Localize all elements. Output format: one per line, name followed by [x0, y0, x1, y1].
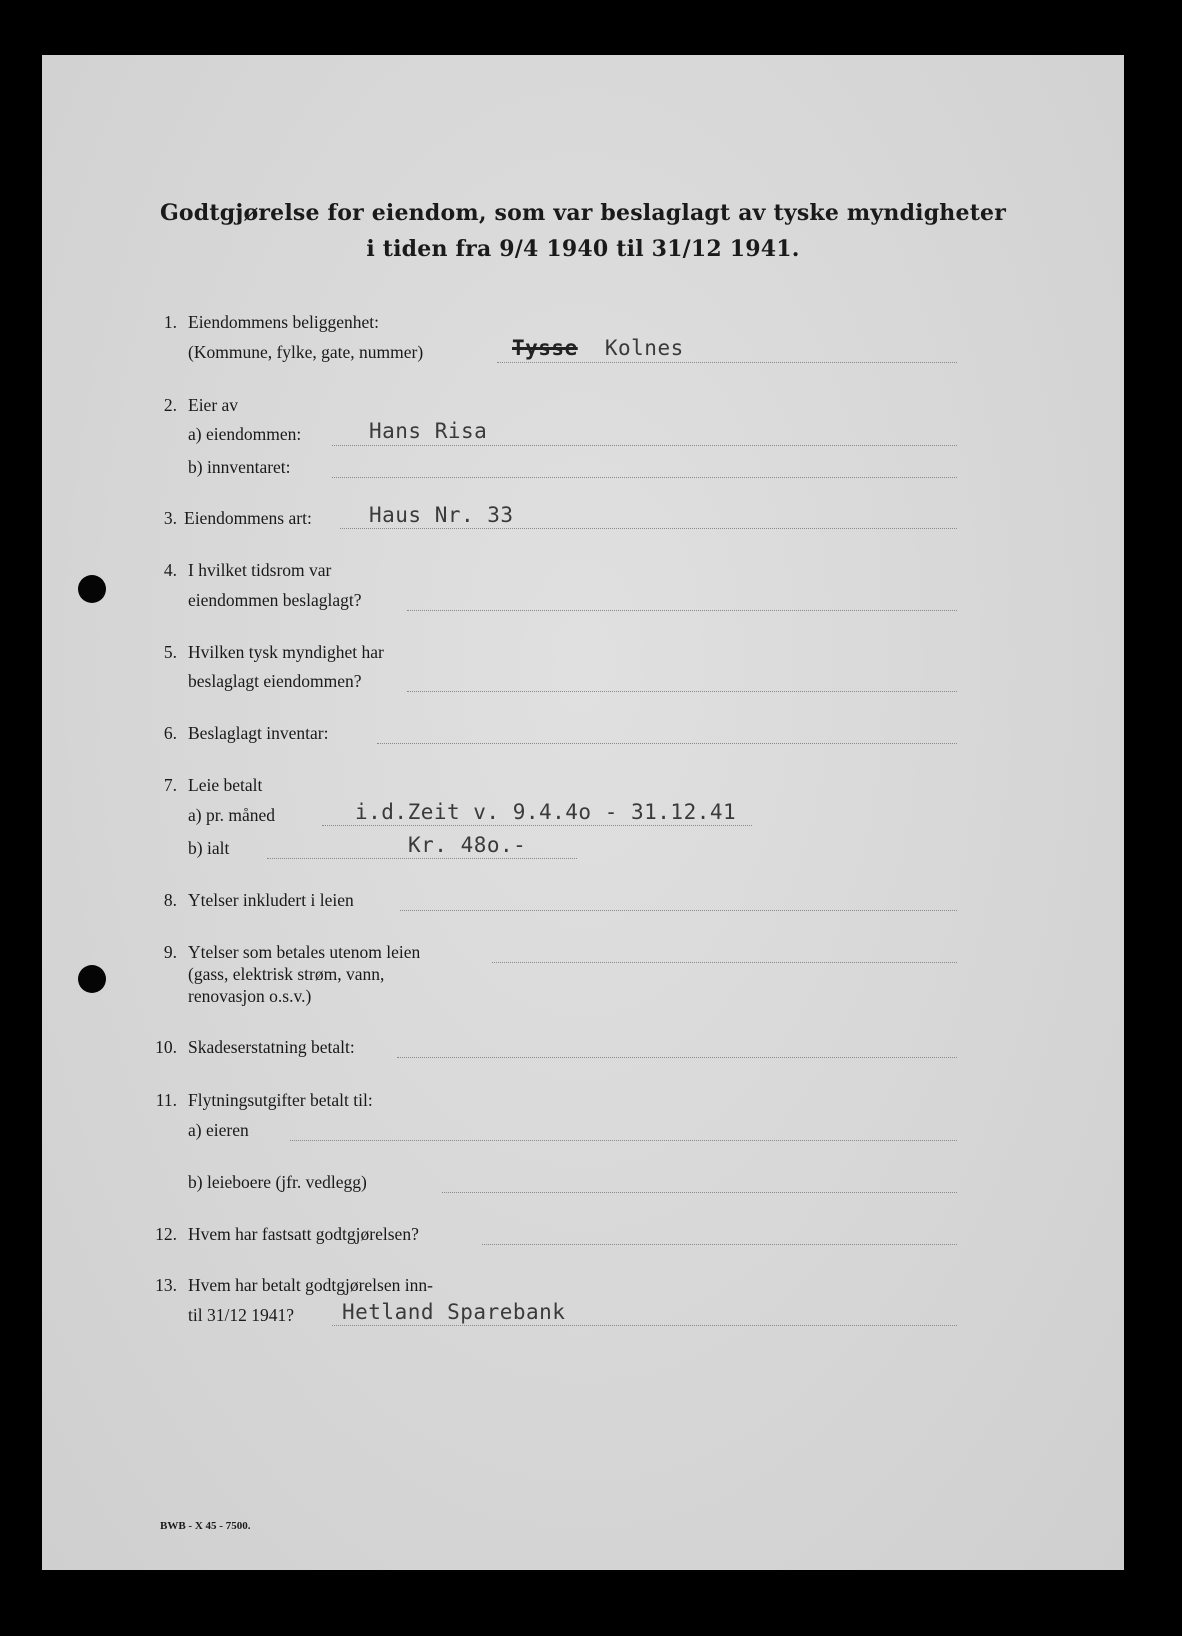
item-label: eiendommen beslaglagt? [188, 590, 362, 610]
item-number: 11. [155, 1090, 177, 1110]
item-number: 3. [163, 508, 177, 528]
form-sheet [42, 55, 1124, 1570]
item-number: 5. [163, 642, 177, 662]
item-label: (gass, elektrisk strøm, vann, [188, 964, 385, 984]
punch-hole-top [78, 575, 106, 603]
punch-hole-bottom [78, 965, 106, 993]
fill-line-moving-tenants[interactable] [442, 1170, 957, 1193]
item-label: I hvilket tidsrom var [188, 560, 332, 580]
item-number: 8. [163, 890, 177, 910]
item-label: a) pr. måned [188, 805, 275, 825]
item-number: 13. [155, 1275, 177, 1295]
item-number: 2. [163, 395, 177, 415]
location-text: Kolnes [604, 336, 684, 360]
property-type-value: Haus Nr. 33 [369, 503, 514, 527]
item-label: renovasjon o.s.v.) [188, 986, 312, 1006]
item-label: a) eieren [188, 1120, 249, 1140]
item-label: Beslaglagt inventar: [188, 723, 329, 743]
item-label: a) eiendommen: [188, 424, 302, 444]
paid-by-value: Hetland Sparebank [342, 1300, 566, 1324]
item-number: 6. [163, 723, 177, 743]
item-number: 1. [163, 312, 177, 332]
item-label: b) ialt [188, 838, 230, 858]
fill-line-damages[interactable] [397, 1035, 957, 1058]
item-number: 10. [155, 1037, 177, 1057]
item-label: (Kommune, fylke, gate, nummer) [188, 342, 424, 362]
item-label: beslaglagt eiendommen? [188, 671, 362, 691]
title-line-1: Godtgjørelse for eiendom, som var beslaglagt av tyske myndigheter [159, 200, 1007, 226]
item-label: Flytningsutgifter betalt til: [188, 1090, 373, 1110]
rent-total-value: Kr. 48o.- [408, 833, 527, 857]
fill-line-fixed-by[interactable] [482, 1222, 957, 1245]
fill-line-moving-owner[interactable] [290, 1118, 957, 1141]
item-label: Ytelser som betales utenom leien [188, 942, 421, 962]
item-label: b) innventaret: [188, 457, 291, 477]
item-label: Eier av [188, 395, 239, 415]
item-label: b) leieboere (jfr. vedlegg) [188, 1172, 367, 1192]
title-line-2: i tiden fra 9/4 1940 til 31/12 1941. [366, 236, 800, 262]
form-code: BWB - X 45 - 7500. [160, 1520, 251, 1532]
form-title [42, 195, 1124, 267]
item-label: Hvem har fastsatt godtgjørelsen? [188, 1224, 419, 1244]
fill-line-seized-inventory[interactable] [377, 721, 957, 744]
item-label: Eiendommens beliggenhet: [188, 312, 379, 332]
fill-line-included-services[interactable] [400, 888, 957, 911]
item-label: Hvilken tysk myndighet har [188, 642, 384, 662]
fill-line-extra-services[interactable] [492, 940, 957, 963]
item-label: Hvem har betalt godtgjørelsen inn- [188, 1275, 433, 1295]
owner-property-value: Hans Risa [369, 419, 488, 443]
struck-text: Tysse [512, 336, 578, 360]
location-value [512, 336, 684, 360]
item-number: 12. [155, 1224, 177, 1244]
item-number: 7. [163, 775, 177, 795]
fill-line-authority[interactable] [407, 669, 957, 692]
item-label: Leie betalt [188, 775, 263, 795]
fill-line-owner-inventory[interactable] [332, 455, 957, 478]
rent-monthly-value: i.d.Zeit v. 9.4.4o - 31.12.41 [355, 800, 737, 824]
fill-line-seizure-period[interactable] [407, 588, 957, 611]
item-number: 9. [163, 942, 177, 962]
item-label: til 31/12 1941? [188, 1305, 294, 1325]
item-label: Eiendommens art: [184, 508, 312, 528]
item-label: Skadeserstatning betalt: [188, 1037, 355, 1057]
item-label: Ytelser inkludert i leien [188, 890, 354, 910]
item-number: 4. [163, 560, 177, 580]
